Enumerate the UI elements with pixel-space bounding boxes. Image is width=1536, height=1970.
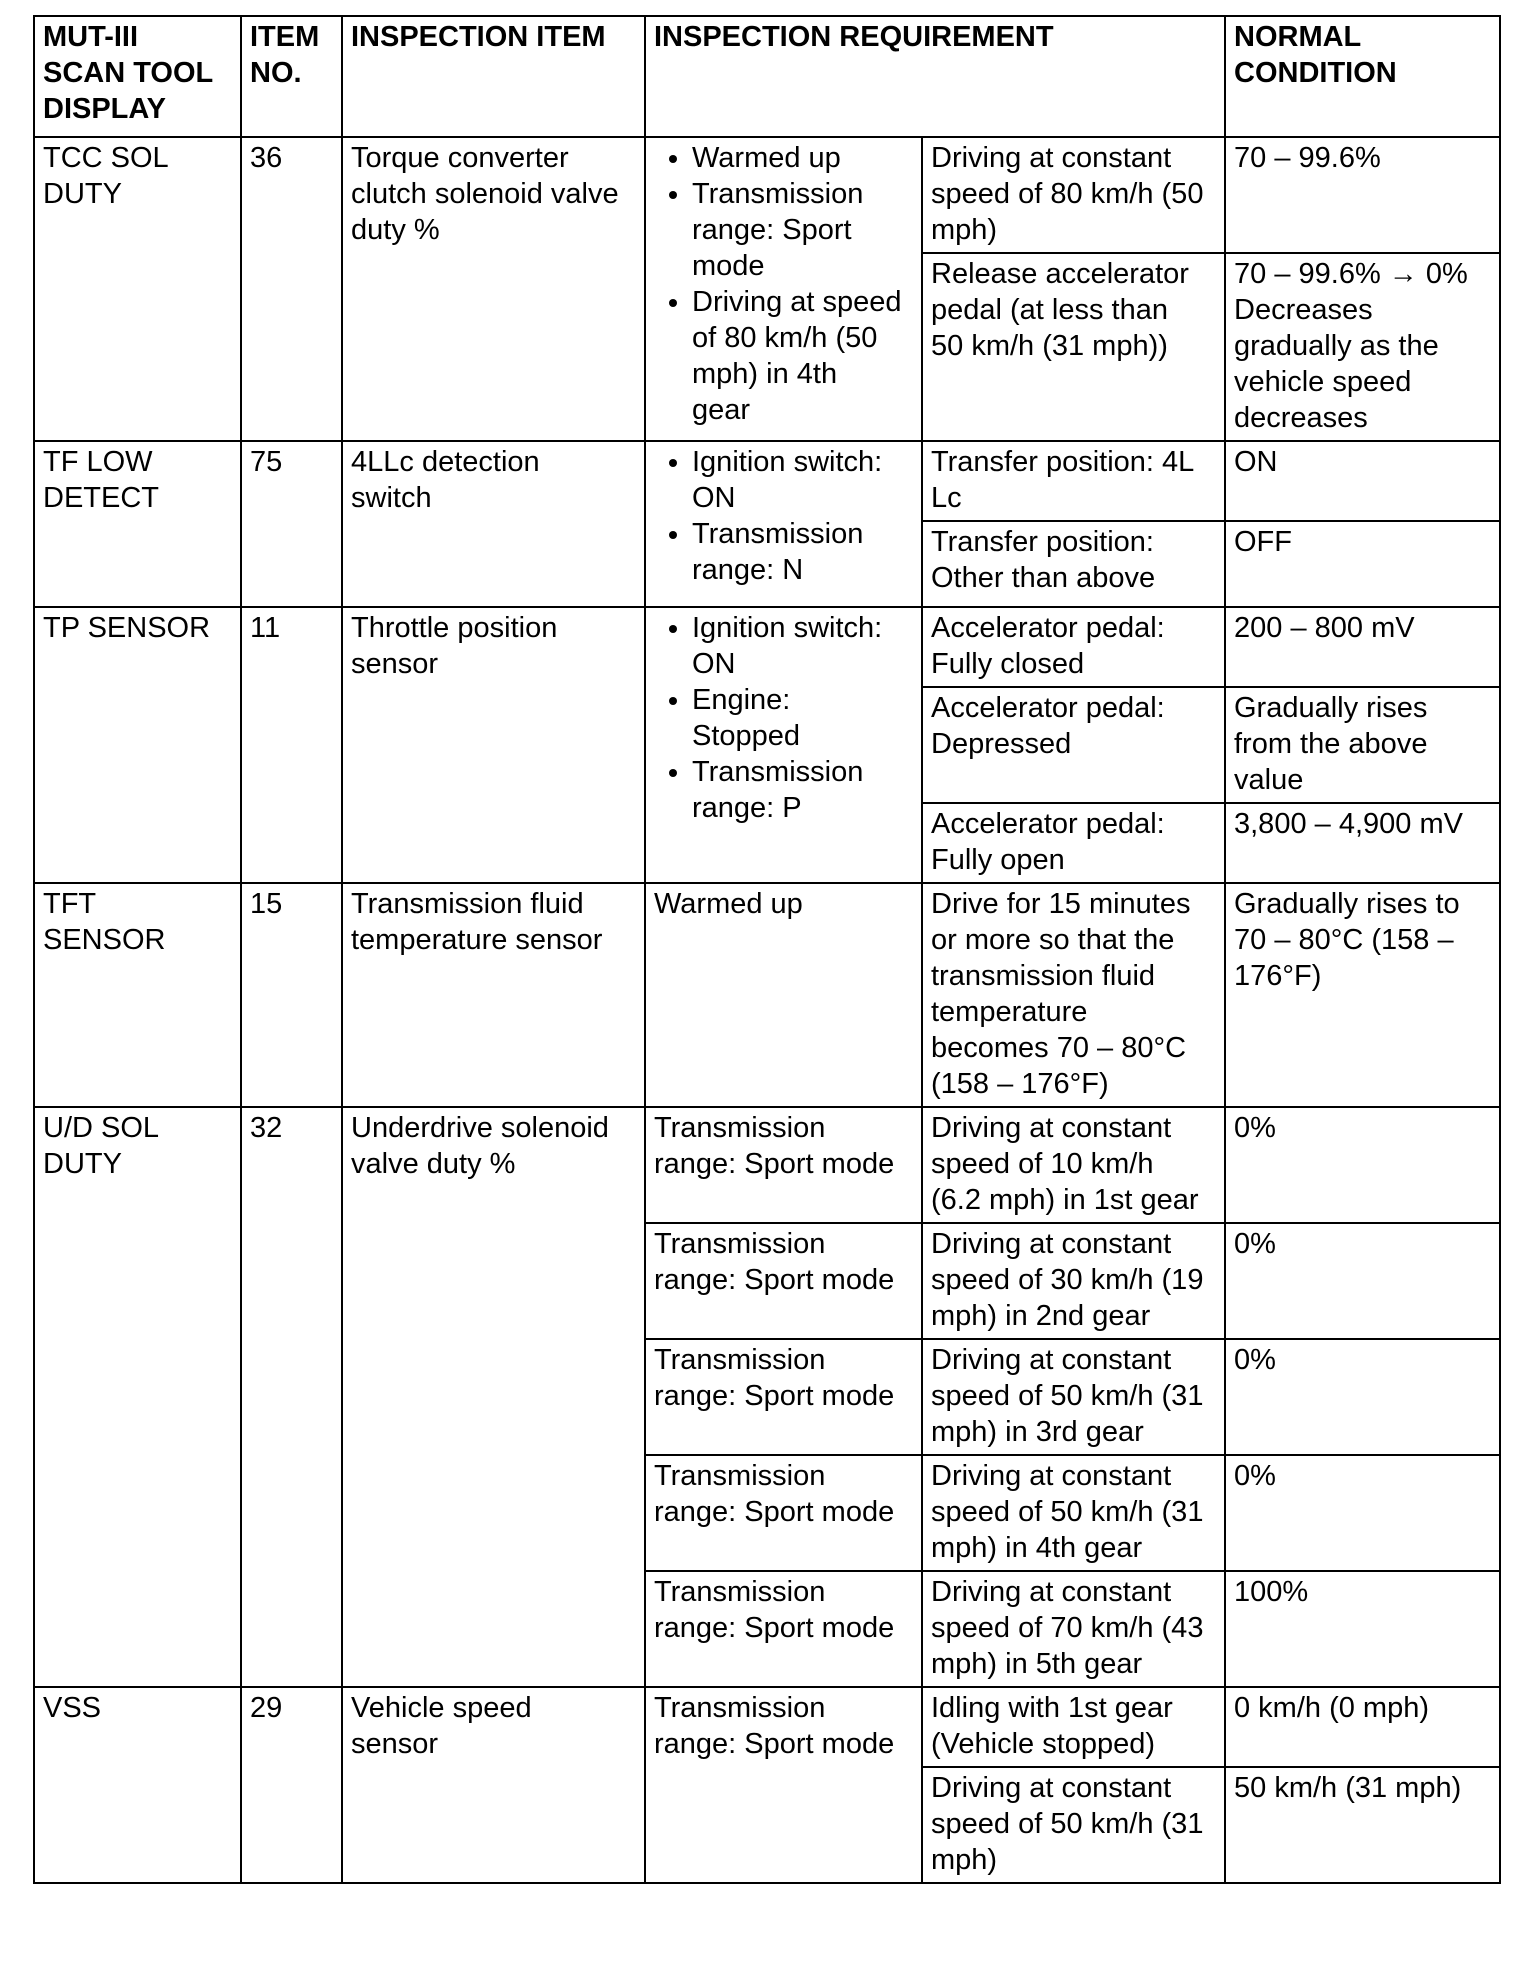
text-line: Lc [931, 482, 962, 514]
header-display [34, 16, 241, 137]
item-no-cell: 15 [241, 883, 342, 1107]
text-line: Driving at constant [931, 1344, 1172, 1376]
text-line: range: Sport [692, 214, 852, 246]
text-line: 4LLc detection [351, 446, 540, 478]
requirement-condition-cell [645, 1107, 922, 1223]
text-line: Accelerator pedal: [931, 808, 1165, 840]
scan-tool-display-cell [34, 607, 241, 883]
text-line: mph) in 4th [692, 358, 838, 390]
table-body [34, 137, 1500, 1883]
text-line: DUTY [43, 178, 122, 210]
text-line: 0% [1234, 1228, 1276, 1260]
text-line: Fully closed [931, 648, 1085, 680]
text-line: 200 – 800 mV [1234, 612, 1415, 644]
text-line: 70 – 99.6% → 0% [1234, 258, 1468, 290]
text-line: valve duty % [351, 1148, 516, 1180]
text-line: range: Sport mode [654, 1264, 895, 1296]
text-line: ON [692, 482, 736, 514]
text-line: value [1234, 764, 1304, 796]
text-line: TP SENSOR [43, 612, 211, 644]
normal-condition-cell [1225, 1223, 1500, 1339]
text-line: range: Sport mode [654, 1148, 895, 1180]
requirement-detail-cell [922, 521, 1225, 607]
normal-condition-cell [1225, 1339, 1500, 1455]
text-line: Torque converter [351, 142, 569, 174]
text-line: speed of 50 km/h (31 [931, 1496, 1204, 1528]
text-line: Transmission [654, 1112, 826, 1144]
scan-tool-display-cell [34, 441, 241, 607]
condition-bullet-item [692, 682, 913, 754]
requirement-condition-cell [645, 1223, 922, 1339]
text-line: switch [351, 482, 432, 514]
inspection-item-cell [342, 883, 645, 1107]
text-line: Driving at constant [931, 1112, 1172, 1144]
text-line: decreases [1234, 402, 1368, 434]
condition-bullet-item [692, 140, 913, 176]
text-line: 50 km/h (31 mph)) [931, 330, 1168, 362]
text-line: TF LOW [43, 446, 153, 478]
text-line: range: P [692, 792, 802, 824]
text-line: Stopped [692, 720, 801, 752]
text-line: (158 – 176°F) [931, 1068, 1109, 1100]
text-line: speed of 30 km/h (19 [931, 1264, 1204, 1296]
text-line: gear [692, 394, 751, 426]
text-line: • Driving at speed [692, 286, 902, 318]
normal-condition-cell [1225, 1107, 1500, 1223]
requirement-detail-cell [922, 1223, 1225, 1339]
text-line: sensor [351, 648, 439, 680]
text-line: range: Sport mode [654, 1380, 895, 1412]
normal-condition-cell [1225, 687, 1500, 803]
condition-bullet-item [692, 444, 913, 516]
normal-condition-cell [1225, 1571, 1500, 1687]
condition-bullet-list [654, 610, 913, 826]
text-line: U/D SOL [43, 1112, 160, 1144]
text-line: Decreases [1234, 294, 1373, 326]
text-line: of 80 km/h (50 [692, 322, 878, 354]
text-line: NO. [250, 57, 302, 89]
requirement-condition-cell [645, 1455, 922, 1571]
text-line: becomes 70 – 80°C [931, 1032, 1187, 1064]
text-line: ON [692, 648, 736, 680]
text-line: • Warmed up [692, 142, 841, 174]
requirement-detail-cell [922, 441, 1225, 521]
text-line: Other than above [931, 562, 1156, 594]
text-line: sensor [351, 1728, 439, 1760]
text-line: mph) [931, 214, 998, 246]
text-line: 0% [1234, 1460, 1276, 1492]
text-line: vehicle speed [1234, 366, 1412, 398]
requirement-detail-cell [922, 1339, 1225, 1455]
condition-bullet-item [692, 610, 913, 682]
text-line: or more so that the [931, 924, 1175, 956]
item-no-cell: 29 [241, 1687, 342, 1883]
text-line: • Transmission [692, 178, 864, 210]
text-line: Driving at constant [931, 142, 1172, 174]
normal-condition-cell [1225, 803, 1500, 883]
text-line: DUTY [43, 1148, 122, 1180]
scan-tool-display-cell [34, 137, 241, 441]
text-line: Release accelerator [931, 258, 1189, 290]
table-row [34, 883, 1500, 1107]
requirement-condition-cell [645, 1571, 922, 1687]
text-line: NORMAL [1234, 21, 1362, 53]
text-line: 176°F) [1234, 960, 1322, 992]
requirement-detail-cell [922, 137, 1225, 253]
requirement-detail-cell [922, 1767, 1225, 1883]
text-line: pedal (at less than [931, 294, 1168, 326]
condition-bullet-item [692, 516, 913, 588]
text-line: • Ignition switch: [692, 612, 883, 644]
scan-tool-display-cell [34, 1687, 241, 1883]
inspection-item-cell [342, 1107, 645, 1687]
text-line: speed of 50 km/h (31 [931, 1380, 1204, 1412]
text-line: Transmission [654, 1576, 826, 1608]
item-no-cell: 75 [241, 441, 342, 607]
requirement-detail-cell [922, 253, 1225, 441]
table-row [34, 137, 1500, 253]
requirement-condition-cell [645, 883, 922, 1107]
text-line: range: Sport mode [654, 1496, 895, 1528]
text-line: DETECT [43, 482, 159, 514]
inspection-item-cell [342, 607, 645, 883]
scan-tool-display-cell [34, 883, 241, 1107]
text-line: temperature sensor [351, 924, 603, 956]
text-line: mph) in 2nd gear [931, 1300, 1151, 1332]
requirement-condition-cell [645, 607, 922, 883]
text-line: DISPLAY [43, 93, 167, 125]
text-line: duty % [351, 214, 440, 246]
text-line: Transmission [654, 1460, 826, 1492]
normal-condition-cell [1225, 253, 1500, 441]
text-line: ITEM [250, 21, 320, 53]
text-line: Transmission fluid [351, 888, 584, 920]
text-line: range: Sport mode [654, 1612, 895, 1644]
requirement-condition-cell [645, 441, 922, 607]
condition-bullet-item [692, 754, 913, 826]
text-line: Drive for 15 minutes [931, 888, 1191, 920]
text-line: Driving at constant [931, 1772, 1172, 1804]
text-line: SENSOR [43, 924, 166, 956]
text-line: speed of 80 km/h (50 [931, 178, 1204, 210]
requirement-detail-cell [922, 803, 1225, 883]
normal-condition-cell [1225, 521, 1500, 607]
text-line: gradually as the [1234, 330, 1439, 362]
item-no-cell: 36 [241, 137, 342, 441]
item-no-cell: 32 [241, 1107, 342, 1687]
text-line: • Ignition switch: [692, 446, 883, 478]
table-row [34, 1687, 1500, 1767]
text-line: 0% [1234, 1344, 1276, 1376]
text-line: range: N [692, 554, 804, 586]
condition-bullet-list [654, 140, 913, 428]
inspection-item-cell [342, 441, 645, 607]
text-line: from the above [1234, 728, 1428, 760]
inspection-item-cell [342, 137, 645, 441]
text-line: Transmission [654, 1228, 826, 1260]
text-line: temperature [931, 996, 1088, 1028]
item-no-cell: 11 [241, 607, 342, 883]
text-line: (Vehicle stopped) [931, 1728, 1156, 1760]
normal-condition-cell [1225, 1767, 1500, 1883]
text-line: speed of 50 km/h (31 [931, 1808, 1204, 1840]
table-row [34, 1107, 1500, 1223]
text-line: INSPECTION REQUIREMENT [654, 21, 1054, 53]
table-row [34, 607, 1500, 687]
text-line: Transfer position: 4L [931, 446, 1195, 478]
text-line: 100% [1234, 1576, 1309, 1608]
text-line: Warmed up [654, 888, 803, 920]
text-line: speed of 70 km/h (43 [931, 1612, 1204, 1644]
text-line: 3,800 – 4,900 mV [1234, 808, 1463, 840]
text-line: (6.2 mph) in 1st gear [931, 1184, 1199, 1216]
requirement-condition-cell [645, 137, 922, 441]
text-line: CONDITION [1234, 57, 1397, 89]
text-line: Underdrive solenoid [351, 1112, 609, 1144]
text-line: • Transmission [692, 756, 864, 788]
inspection-item-cell [342, 1687, 645, 1883]
header-row [34, 16, 1500, 137]
text-line: mph) in 3rd gear [931, 1416, 1144, 1448]
requirement-condition-cell [645, 1687, 922, 1883]
header-inspection-item [342, 16, 645, 137]
text-line: • Engine: [692, 684, 791, 716]
text-line: • Transmission [692, 518, 864, 550]
text-line: mode [692, 250, 765, 282]
requirement-detail-cell [922, 1455, 1225, 1571]
text-line: MUT-III [43, 21, 139, 53]
text-line: mph) in 4th gear [931, 1532, 1143, 1564]
header-item-no [241, 16, 342, 137]
text-line: Fully open [931, 844, 1065, 876]
requirement-detail-cell [922, 1571, 1225, 1687]
text-line: ON [1234, 446, 1278, 478]
requirement-detail-cell [922, 607, 1225, 687]
normal-condition-cell [1225, 1687, 1500, 1767]
scan-tool-display-cell [34, 1107, 241, 1687]
text-line: Gradually rises to [1234, 888, 1460, 920]
text-line: Gradually rises [1234, 692, 1428, 724]
text-line: 0% [1234, 1112, 1276, 1144]
condition-bullet-list [654, 444, 913, 588]
table-row [34, 441, 1500, 521]
text-line: Throttle position [351, 612, 558, 644]
requirement-condition-cell [645, 1339, 922, 1455]
text-line: Depressed [931, 728, 1072, 760]
text-line: Vehicle speed [351, 1692, 532, 1724]
text-line: SCAN TOOL [43, 57, 214, 89]
text-line: Idling with 1st gear [931, 1692, 1173, 1724]
normal-condition-cell [1225, 607, 1500, 687]
text-line: 50 km/h (31 mph) [1234, 1772, 1462, 1804]
text-line: mph) in 5th gear [931, 1648, 1143, 1680]
text-line: Transmission [654, 1344, 826, 1376]
header-inspection-requirement [645, 16, 1225, 137]
normal-condition-cell [1225, 441, 1500, 521]
text-line: 0 km/h (0 mph) [1234, 1692, 1429, 1724]
text-line: OFF [1234, 526, 1292, 558]
text-line: VSS [43, 1692, 102, 1724]
text-line: INSPECTION ITEM [351, 21, 606, 53]
text-line: 70 – 80°C (158 – [1234, 924, 1454, 956]
normal-condition-cell [1225, 883, 1500, 1107]
text-line: range: Sport mode [654, 1728, 895, 1760]
text-line: transmission fluid [931, 960, 1156, 992]
text-line: speed of 10 km/h [931, 1148, 1154, 1180]
text-line: TFT [43, 888, 97, 920]
header-normal-condition [1225, 16, 1500, 137]
text-line: Transmission [654, 1692, 826, 1724]
text-line: Driving at constant [931, 1576, 1172, 1608]
text-line: mph) [931, 1844, 998, 1876]
text-line: Transfer position: [931, 526, 1154, 558]
text-line: Driving at constant [931, 1228, 1172, 1260]
normal-condition-cell [1225, 1455, 1500, 1571]
text-line: Accelerator pedal: [931, 612, 1165, 644]
requirement-detail-cell [922, 1687, 1225, 1767]
text-line: TCC SOL [43, 142, 169, 174]
requirement-detail-cell [922, 883, 1225, 1107]
text-line: Accelerator pedal: [931, 692, 1165, 724]
requirement-detail-cell [922, 687, 1225, 803]
text-line: 70 – 99.6% [1234, 142, 1381, 174]
condition-bullet-item [692, 284, 913, 428]
normal-condition-cell [1225, 137, 1500, 253]
inspection-table [33, 15, 1501, 1884]
text-line: clutch solenoid valve [351, 178, 619, 210]
requirement-detail-cell [922, 1107, 1225, 1223]
text-line: Driving at constant [931, 1460, 1172, 1492]
condition-bullet-item [692, 176, 913, 284]
